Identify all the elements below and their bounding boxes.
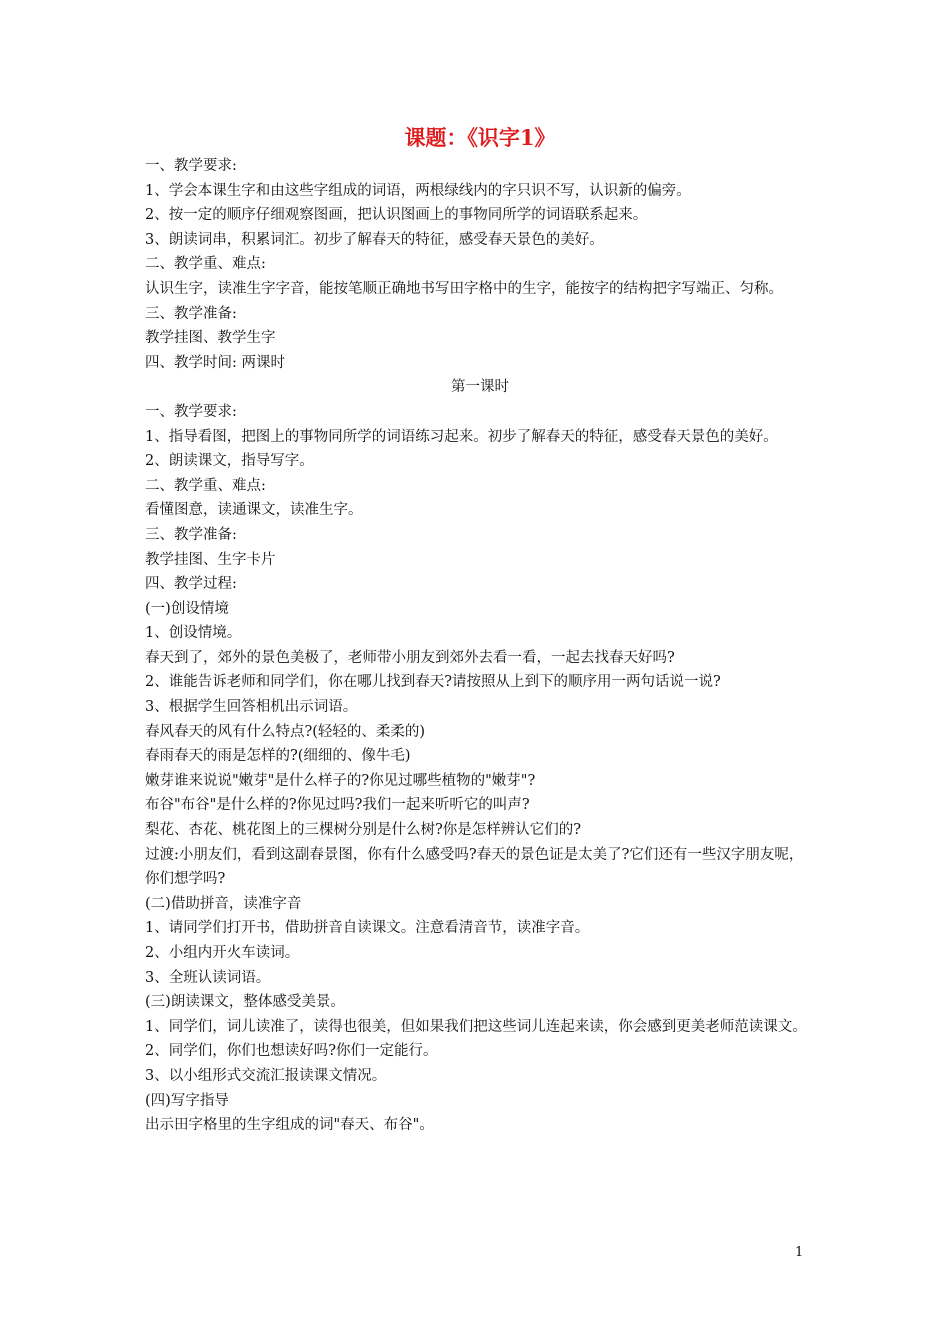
text-line: 梨花、杏花、桃花图上的三棵树分别是什么树?你是怎样辨认它们的? bbox=[145, 822, 582, 839]
text-line: 2、同学们，你们也想读好吗?你们一定能行。 bbox=[145, 1043, 438, 1060]
text-line: 教学挂图、生字卡片 bbox=[145, 551, 276, 568]
text-line: 认识生字，读准生字字音，能按笔顺正确地书写田字格中的生字，能按字的结构把字写端正、匀称。 bbox=[145, 280, 783, 297]
text-line: 一、教学要求: bbox=[145, 403, 237, 420]
text-line: 春天到了，郊外的景色美极了，老师带小朋友到郊外去看一看，一起去找春天好吗? bbox=[145, 649, 675, 666]
text-line: 看懂图意，读通课文，读准生字。 bbox=[145, 502, 363, 519]
page-number: 1 bbox=[795, 1245, 804, 1260]
text-line: 四、教学过程: bbox=[145, 576, 237, 593]
text-line: 三、教学准备: bbox=[145, 305, 237, 322]
text-line: (三)朗读课文，整体感受美景。 bbox=[145, 994, 345, 1011]
text-line: 布谷"布谷"是什么样的?你见过吗?我们一起来听听它的叫声? bbox=[145, 797, 530, 814]
text-line: 3、以小组形式交流汇报读课文情况。 bbox=[145, 1067, 387, 1084]
text-line: (二)借助拼音，读准字音 bbox=[145, 895, 302, 912]
text-line: 出示田字格里的生字组成的词"春天、布谷"。 bbox=[145, 1117, 434, 1134]
text-line: (一)创设情境 bbox=[145, 600, 229, 617]
text-line: 三、教学准备: bbox=[145, 526, 237, 543]
text-line: 1、指导看图，把图上的事物同所学的词语练习起来。初步了解春天的特征，感受春天景色的美好。 bbox=[145, 428, 778, 445]
text-line: 3、全班认读词语。 bbox=[145, 969, 271, 986]
document-title: 课题：《识字1》 bbox=[404, 125, 556, 150]
section-heading: 第一课时 bbox=[451, 379, 509, 396]
text-line: 嫩芽谁来说说"嫩芽"是什么样子的?你见过哪些植物的"嫩芽"? bbox=[145, 772, 536, 789]
text-line: 一、教学要求: bbox=[145, 158, 237, 174]
text-line: 2、谁能告诉老师和同学们，你在哪儿找到春天?请按照从上到下的顺序用一两句话说一说? bbox=[145, 674, 721, 691]
text-line: 四、教学时间: 两课时 bbox=[145, 354, 285, 371]
text-line: 二、教学重、难点: bbox=[145, 477, 266, 494]
text-line: 1、学会本课生字和由这些字组成的词语，两根绿线内的字只识不写，认识新的偏旁。 bbox=[145, 182, 691, 199]
document-body bbox=[145, 122, 815, 1138]
text-line: 2、小组内开火车读词。 bbox=[145, 945, 300, 961]
text-line: 教学挂图、教学生字 bbox=[145, 330, 276, 347]
text-line: 春风春天的风有什么特点?(轻轻的、柔柔的) bbox=[145, 723, 426, 740]
text-line: 3、根据学生回答相机出示词语。 bbox=[145, 699, 358, 716]
text-line: 1、创设情境。 bbox=[145, 625, 242, 642]
text-line: 1、同学们，词儿读准了，读得也很美，但如果我们把这些词儿连起来读，你会感到更美老师范读课文。 bbox=[145, 1018, 807, 1035]
text-line: 过渡:小朋友们，看到这副春景图，你有什么感受吗?春天的景色证是太美了?它们还有一些汉字朋友呢，你们想学吗? bbox=[145, 846, 804, 888]
text-line: (四)写字指导 bbox=[145, 1092, 229, 1109]
text-line: 春雨春天的雨是怎样的?(细细的、像牛毛) bbox=[145, 748, 411, 765]
text-line: 3、朗读词串，积累词汇。初步了解春天的特征，感受春天景色的美好。 bbox=[145, 231, 604, 248]
text-line: 二、教学重、难点: bbox=[145, 256, 266, 273]
text-line: 1、请同学们打开书，借助拼音自读课文。注意看清音节，读准字音。 bbox=[145, 920, 590, 937]
text-line: 2、按一定的顺序仔细观察图画，把认识图画上的事物同所学的词语联系起来。 bbox=[145, 207, 648, 224]
text-line: 2、朗读课文，指导写字。 bbox=[145, 453, 314, 470]
